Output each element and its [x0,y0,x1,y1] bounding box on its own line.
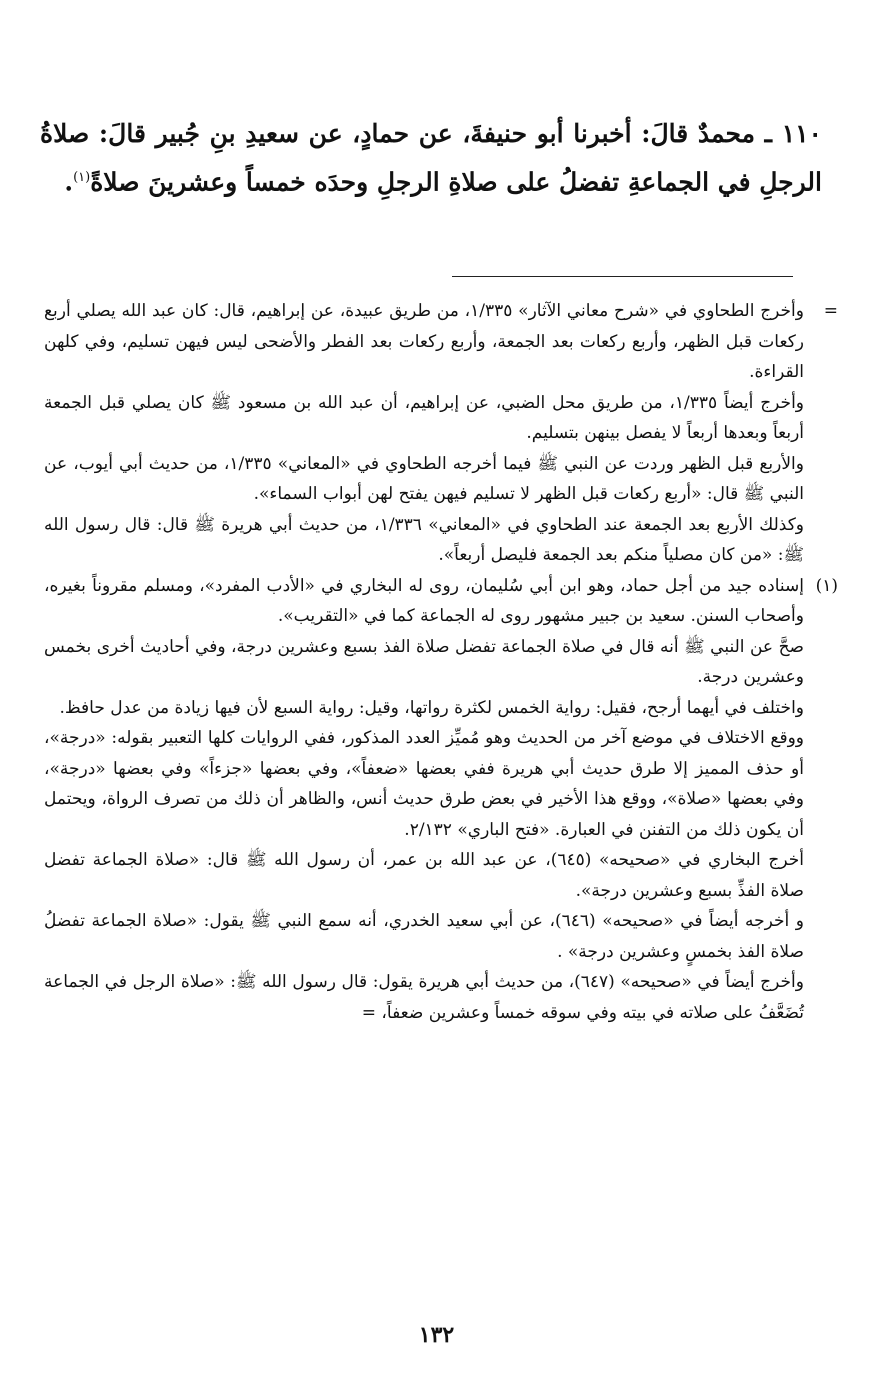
footnote-continuation-paragraph: وكذلك الأربع بعد الجمعة عند الطحاوي في «المعاني» ١/٣٣٦، من حديث أبي هريرة ﷺ قال: قال رسول الله ﷺ: «من كان مصلياً منكم بعد الجمعة فليصل أربعاً». [44,514,805,565]
footnote-paragraph: واختلف في أيهما أرجح، فقيل: رواية الخمس لكثرة رواتها، وقيل: رواية السبع لأن فيها زيادة من عدل حافظ. [59,697,804,718]
footnote-paragraph: وأخرج أيضاً في «صحيحه» (٦٤٧)، من حديث أبي هريرة يقول: قال رسول الله ﷺ: «صلاة الرجل في الجماعة تُضَعَّفُ على صلاته في بيته وفي سوقه خمساً وعشرين ضعفاً، = [44,972,804,1023]
footnote-divider [452,276,793,277]
footnote-continuation-paragraph: = وأخرج الطحاوي في «شرح معاني الآثار» ١/٣٣٥، من طريق عبيدة، عن إبراهيم، قال: كان عبد الله يصلي أربع ركعات قبل الظهر، وأربع ركعات بعد الجمعة، وأربع ركعات بعد الفطر والأضحى ليس فيهن تسليم، وفي كلهن القراءة. [44,296,804,388]
hadith-paragraph [40,112,822,204]
footnote-continuation-paragraph: وأخرج أيضاً ١/٣٣٥، من طريق محل الضبي، عن إبراهيم، أن عبد الله بن مسعود ﷺ كان يصلي قبل الجمعة أربعاً وبعدها أربعاً لا يفصل بينهن بتسليم. [44,392,804,443]
footnote-paragraph: صحَّ عن النبي ﷺ أنه قال في صلاة الجماعة تفضل صلاة الفذ بسبع وعشرين درجة، وفي أحاديث أخرى بخمس وعشرين درجة. [44,636,804,687]
hadith-text [40,112,822,204]
footnote-continuation-paragraph: والأربع قبل الظهر وردت عن النبي ﷺ فيما أخرجه الطحاوي في «المعاني» ١/٣٣٥، من حديث أبي أيوب، عن النبي ﷺ قال: «أربع ركعات قبل الظهر لا تسليم فيهن يفتح لهن أبواب السماء». [44,453,804,504]
hadith-end: . [64,167,74,197]
footnote-paragraph: و أخرجه أيضاً في «صحيحه» (٦٤٦)، عن أبي سعيد الخدري، أنه سمع النبي ﷺ يقول: «صلاة الجماعة تفضلُ صلاة الفذ بخمسٍ وعشرين درجة» . [44,911,805,962]
footnote-paragraph: (١) إسناده جيد من أجل حماد، وهو ابن أبي سُليمان، روى له البخاري في «الأدب المفرد»، ومسلم مقروناً بغيره، وأصحاب السنن. سعيد بن جبير مشهور روى له الجماعة كما في «التقريب». [44,571,804,632]
footnotes-section [44,296,838,1028]
footnote-reference: (١) [73,170,91,185]
footnote-paragraph: أخرج البخاري في «صحيحه» (٦٤٥)، عن عبد الله بن عمر، أن رسول الله ﷺ قال: «صلاة الجماعة تفضل صلاة الفذِّ بسبع وعشرين درجة». [44,850,804,901]
footnote-paragraph: ووقع الاختلاف في موضع آخر من الحديث وهو مُميِّز العدد المذكور، ففي الروايات كلها التعبير بقوله: «درجة»، أو حذف المميز إلا طرق حديث أبي هريرة ففي بعضها «ضعفاً»، وفي بعضها «جزءاً» وفي بعضها «درجة»، وفي بعضها «صلاة»، ووقع هذا الأخير في بعض طرق حديث أنس، والظاهر أن ذلك من تصرف الرواة، ويحتمل أن يكون ذلك من التفنن في العبارة. «فتح الباري» ٢/١٣٢. [44,728,804,840]
hadith-body: ١١٠ ـ محمدٌ قالَ: أخبرنا أبو حنيفةَ، عن حمادٍ، عن سعيدِ بنِ جُبير قالَ: صلاةُ الرجلِ في الجماعةِ تفضلُ على صلاةِ الرجلِ وحدَه خمساً وعشرينَ صلاةً [40,119,822,197]
footnote-marker: (١) [815,575,838,596]
continuation-marker: = [823,301,838,321]
page-number: ١٣٢ [418,1322,455,1348]
